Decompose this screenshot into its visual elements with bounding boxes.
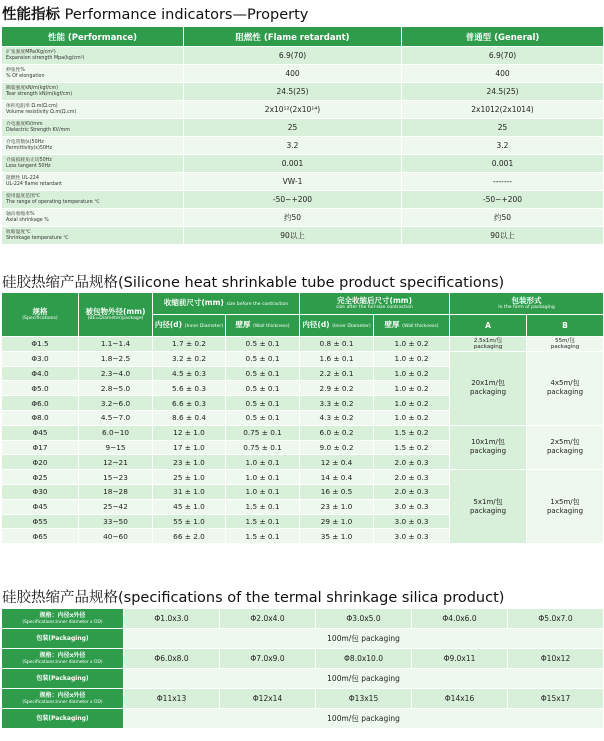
pack-a-unit: packaging — [473, 343, 503, 350]
property-name — [2, 83, 184, 101]
terminal-pack-row — [2, 629, 604, 649]
spec-cell: Φ8.0 — [2, 410, 79, 425]
header-od — [79, 293, 153, 337]
spec-cell: 6.0~10 — [79, 425, 153, 440]
header-pack — [450, 293, 604, 315]
flame-retardant-value: -50~+200 — [184, 191, 402, 209]
pack-a-cell — [450, 337, 527, 352]
property-cn: 介质损耗角正切50Hz — [6, 157, 52, 163]
pack-a-cell — [450, 351, 527, 425]
size-cell: Φ10x12 — [508, 649, 604, 669]
flame-retardant-value: 400 — [184, 65, 402, 83]
spec-cell: Φ25 — [2, 470, 79, 485]
property-name — [2, 155, 184, 173]
spec-cell: 14 ± 0.4 — [300, 470, 374, 485]
performance-header-row — [2, 27, 604, 47]
pack-b-unit: packaging — [550, 343, 580, 350]
spec-cell: 1.0 ± 0.2 — [374, 396, 450, 411]
spec-cell: 0.5 ± 0.1 — [226, 351, 300, 366]
spec-cell: Φ17 — [2, 440, 79, 455]
header-before-en: size before the contraction — [226, 302, 289, 307]
spec-cell: 45 ± 1.0 — [153, 499, 226, 514]
header-pack-cn: 包装形式 — [511, 296, 542, 305]
spec-cell: 0.5 ± 0.1 — [226, 366, 300, 381]
header-od-en: (BE=Diameter/package) — [87, 316, 144, 321]
spec-cell: 9.0 ± 0.2 — [300, 440, 374, 455]
terminal-title: 硅胶热缩产品规格(specifications of the termal shrinkage silica product) — [2, 590, 505, 606]
spec-cell: 1.0 ± 0.2 — [374, 366, 450, 381]
terminal-pack-row — [2, 709, 604, 729]
pack-a-cell — [450, 425, 527, 469]
flame-retardant-value: 24.5(25) — [184, 83, 402, 101]
header-spec — [2, 293, 79, 337]
size-cell: Φ14x16 — [412, 689, 508, 709]
pack-b-value: 1x5m/包 — [550, 497, 580, 506]
pack-a-value: 10x1m/包 — [471, 438, 505, 447]
property-name — [2, 227, 184, 245]
performance-row — [2, 155, 604, 173]
spec-cell: 0.5 ± 0.1 — [226, 396, 300, 411]
spec-cell: 0.5 ± 0.1 — [226, 410, 300, 425]
spec-cell: 12 ± 1.0 — [153, 425, 226, 440]
property-en: Axial shrinkage % — [6, 217, 49, 223]
property-en: UL-224 flame retardant — [6, 181, 63, 187]
spec-cell: 12 ± 0.4 — [300, 455, 374, 470]
spec-label — [2, 649, 124, 669]
terminal-table — [1, 608, 604, 729]
spec-label-en: (Specifications:inner diameter x OD) — [22, 659, 103, 665]
property-name — [2, 173, 184, 191]
performance-row — [2, 209, 604, 227]
performance-title — [2, 3, 308, 24]
pack-b-cell — [527, 470, 604, 544]
property-en: Volume resistivity Ω.m(Ω.cm) — [6, 109, 77, 115]
header-before-cn: 收缩前尺寸(mm) — [163, 298, 224, 307]
header-id-cn: 内径(d) — [154, 320, 183, 329]
spec-cell: 1.5 ± 0.1 — [226, 514, 300, 529]
header-id-en: (Inner Diameter) — [184, 324, 224, 329]
terminal-size-row — [2, 609, 604, 629]
performance-row — [2, 101, 604, 119]
general-value: 400 — [402, 65, 604, 83]
header-after-cn: 完全收缩后尺寸(mm) — [337, 296, 413, 305]
pack-b-unit: packaging — [546, 506, 584, 515]
spec-cell: 1.0 ± 0.2 — [374, 351, 450, 366]
size-cell: Φ4.0x6.0 — [412, 609, 508, 629]
spec-row — [2, 337, 604, 352]
performance-row — [2, 47, 604, 65]
pack-b-value: 4x5m/包 — [550, 379, 580, 388]
spec-cell: 40~60 — [79, 529, 153, 544]
size-cell: Φ5.0x7.0 — [508, 609, 604, 629]
property-en: Expansion strength Mpa(kg/cm²) — [6, 55, 85, 61]
spec-cell: 6.0 ± 0.2 — [300, 425, 374, 440]
spec-cell: 3.2~6.0 — [79, 396, 153, 411]
performance-row — [2, 173, 604, 191]
pack-a-unit: packaging — [469, 447, 507, 456]
performance-row — [2, 191, 604, 209]
spec-cell: 33~50 — [79, 514, 153, 529]
spec-label-cn: 规格：内径x外径 — [39, 691, 86, 699]
flame-retardant-value: 2x10¹²(2x10¹⁴) — [184, 101, 402, 119]
size-cell: Φ9.0x11 — [412, 649, 508, 669]
header-pack-a: A — [450, 315, 527, 337]
spec-cell: 3.0 ± 0.3 — [374, 529, 450, 544]
spec-cell: 0.8 ± 0.1 — [300, 337, 374, 352]
spec-cell: 1.7 ± 0.2 — [153, 337, 226, 352]
spec-cell: 3.3 ± 0.2 — [300, 396, 374, 411]
size-cell: Φ8.0x10.0 — [316, 649, 412, 669]
property-en: % Of elongation — [6, 73, 45, 79]
pack-a-unit: packaging — [469, 506, 507, 515]
spec-cell: 55 ± 1.0 — [153, 514, 226, 529]
spec-cell: Φ3.0 — [2, 351, 79, 366]
property-name — [2, 191, 184, 209]
spec-cell: 23 ± 1.0 — [153, 455, 226, 470]
property-name — [2, 101, 184, 119]
general-value: -50~+200 — [402, 191, 604, 209]
performance-title-en: Performance indicators—Property — [64, 7, 309, 23]
spec-cell: 2.2 ± 0.1 — [300, 366, 374, 381]
header-after — [300, 293, 450, 315]
performance-row — [2, 137, 604, 155]
spec-row — [2, 425, 604, 440]
header-performance: 性能 (Performance) — [2, 27, 184, 47]
spec-cell: 66 ± 2.0 — [153, 529, 226, 544]
pack-a-value: 20x1m/包 — [471, 379, 505, 388]
property-name — [2, 137, 184, 155]
general-value: 3.2 — [402, 137, 604, 155]
header-wall-cn: 壁厚 — [384, 320, 400, 329]
property-name — [2, 209, 184, 227]
header-inner-after — [300, 315, 374, 337]
spec-cell: 0.75 ± 0.1 — [226, 425, 300, 440]
property-en: Shrinkage temperature ℃ — [6, 235, 69, 241]
performance-table — [1, 26, 604, 245]
pack-b-value: 55m/包 — [555, 337, 575, 344]
size-cell: Φ13x15 — [316, 689, 412, 709]
header-pack-b: B — [527, 315, 604, 337]
property-cn: 伸张性% — [6, 67, 25, 73]
header-id-en: (Inner Diameter) — [332, 324, 371, 329]
spec-cell: 0.75 ± 0.1 — [226, 440, 300, 455]
header-id-cn: 内径(d) — [302, 320, 330, 329]
property-en: Permittivity(ε)50Hz — [6, 145, 53, 151]
spec-cell: 8.6 ± 0.4 — [153, 410, 226, 425]
spec-cell: 1.5 ± 0.2 — [374, 425, 450, 440]
spec-cell: 1.0 ± 0.1 — [226, 455, 300, 470]
pack-value: 100m/包 packaging — [124, 629, 604, 649]
spec-cell: Φ45 — [2, 425, 79, 440]
general-value: 2x1012(2x1014) — [402, 101, 604, 119]
spec-cell: Φ45 — [2, 499, 79, 514]
pack-a-value: 2.5x1m/包 — [473, 337, 503, 344]
header-before — [153, 293, 300, 315]
size-cell: Φ12x14 — [220, 689, 316, 709]
spec-cell: 3.0 ± 0.3 — [374, 514, 450, 529]
spec-cell: 5.6 ± 0.3 — [153, 381, 226, 396]
header-wall-cn: 壁厚 — [235, 320, 251, 329]
spec-cell: 4.3 ± 0.2 — [300, 410, 374, 425]
header-wall-en: (Wall thickness) — [253, 324, 290, 329]
spec-cell: 1.8~2.5 — [79, 351, 153, 366]
terminal-pack-row — [2, 669, 604, 689]
spec-cell: 6.6 ± 0.3 — [153, 396, 226, 411]
spec-cell: 2.0 ± 0.3 — [374, 470, 450, 485]
spec-cell: 31 ± 1.0 — [153, 484, 226, 499]
size-cell: Φ15x17 — [508, 689, 604, 709]
spec-cell: 0.5 ± 0.1 — [226, 337, 300, 352]
property-name — [2, 47, 184, 65]
spec-cell: 1.0 ± 0.1 — [226, 470, 300, 485]
property-cn: 介电强度KV/mm — [6, 121, 43, 127]
pack-b-value: 2x5m/包 — [550, 438, 580, 447]
spec-label-cn: 规格：内径x外径 — [39, 651, 86, 659]
property-en: The range of operating temperature ℃ — [6, 199, 100, 205]
spec-row — [2, 351, 604, 366]
spec-cell: 16 ± 0.5 — [300, 484, 374, 499]
header-od-cn: 被包物外径(mm) — [85, 307, 146, 316]
spec-label — [2, 689, 124, 709]
spec-cell: Φ5.0 — [2, 381, 79, 396]
spec-cell: 25~42 — [79, 499, 153, 514]
property-cn: 扩张强度MPa(Kg/cm²) — [6, 49, 56, 55]
spec-cell: 2.0 ± 0.3 — [374, 484, 450, 499]
general-value: 6.9(70) — [402, 47, 604, 65]
flame-retardant-value: 90以上 — [184, 227, 402, 245]
pack-a-value: 5x1m/包 — [473, 497, 503, 506]
spec-cell: 3.0 ± 0.3 — [374, 499, 450, 514]
spec-cell: 1.5 ± 0.1 — [226, 499, 300, 514]
spec-cell: 35 ± 1.0 — [300, 529, 374, 544]
property-cn: 撕裂强度kN/m(kgf/cm) — [6, 85, 59, 91]
spec-cell: Φ55 — [2, 514, 79, 529]
pack-value: 100m/包 packaging — [124, 669, 604, 689]
spec-table — [1, 292, 604, 544]
property-cn: 使用温度范围℃ — [6, 193, 41, 199]
size-cell: Φ2.0x4.0 — [220, 609, 316, 629]
property-en: Dielectric Strength KV/mm — [6, 127, 70, 133]
property-cn: 体积电阻率 Ω.m(Ω.cm) — [6, 103, 58, 109]
spec-cell: 25 ± 1.0 — [153, 470, 226, 485]
pack-a-cell — [450, 470, 527, 544]
spec-cell: 12~21 — [79, 455, 153, 470]
performance-row — [2, 119, 604, 137]
spec-cell: 23 ± 1.0 — [300, 499, 374, 514]
property-cn: 阻燃性 UL-224 — [6, 175, 39, 181]
spec-cell: 2.9 ± 0.2 — [300, 381, 374, 396]
spec-cell: 2.3~4.0 — [79, 366, 153, 381]
pack-a-unit: packaging — [469, 388, 507, 397]
spec-cell: 3.2 ± 0.2 — [153, 351, 226, 366]
general-value: 90以上 — [402, 227, 604, 245]
flame-retardant-value: 约50 — [184, 209, 402, 227]
spec-cell: 1.6 ± 0.1 — [300, 351, 374, 366]
property-en: Loss tangent 50Hz — [6, 163, 51, 169]
general-value: ------- — [402, 173, 604, 191]
header-pack-en: In the form of packaging — [498, 305, 555, 310]
spec-cell: 1.1~1.4 — [79, 337, 153, 352]
spec-cell: 1.0 ± 0.2 — [374, 337, 450, 352]
pack-label: 包装(Packaging) — [2, 629, 124, 649]
pack-label: 包装(Packaging) — [2, 669, 124, 689]
header-spec-cn: 规格 — [32, 307, 48, 316]
header-spec-en: (Specifications) — [22, 316, 58, 321]
flame-retardant-value: VW-1 — [184, 173, 402, 191]
property-en: Tear strength kN/m(kgf/cm) — [6, 91, 73, 97]
general-value: 0.001 — [402, 155, 604, 173]
spec-cell: 15~23 — [79, 470, 153, 485]
flame-retardant-value: 25 — [184, 119, 402, 137]
spec-cell: Φ4.0 — [2, 366, 79, 381]
pack-label: 包装(Packaging) — [2, 709, 124, 729]
size-cell: Φ3.0x5.0 — [316, 609, 412, 629]
header-after-en: size after the full-size contraction — [336, 305, 413, 310]
performance-row — [2, 83, 604, 101]
spec-cell: 1.5 ± 0.2 — [374, 440, 450, 455]
pack-b-cell — [527, 351, 604, 425]
size-cell: Φ1.0x3.0 — [124, 609, 220, 629]
size-cell: Φ11x13 — [124, 689, 220, 709]
spec-cell: Φ1.5 — [2, 337, 79, 352]
spec-title: 硅胶热缩产品规格(Silicone heat shrinkable tube product specifications) — [2, 275, 505, 291]
property-cn: 收缩温度℃ — [6, 229, 31, 235]
flame-retardant-value: 3.2 — [184, 137, 402, 155]
header-wall-after — [374, 315, 450, 337]
property-name — [2, 119, 184, 137]
flame-retardant-value: 6.9(70) — [184, 47, 402, 65]
spec-cell: 4.5 ± 0.3 — [153, 366, 226, 381]
spec-cell: 0.5 ± 0.1 — [226, 381, 300, 396]
pack-b-cell — [527, 425, 604, 469]
spec-cell: 1.0 ± 0.2 — [374, 381, 450, 396]
spec-cell: 4.5~7.0 — [79, 410, 153, 425]
pack-b-unit: packaging — [546, 447, 584, 456]
spec-cell: Φ6.0 — [2, 396, 79, 411]
header-general: 普通型 (General) — [402, 27, 604, 47]
size-cell: Φ6.0x8.0 — [124, 649, 220, 669]
property-cn: 轴向收缩率% — [6, 211, 35, 217]
header-wall-before — [226, 315, 300, 337]
pack-b-cell — [527, 337, 604, 352]
header-flame-retardant: 阻燃性 (Flame retardant) — [184, 27, 402, 47]
general-value: 24.5(25) — [402, 83, 604, 101]
flame-retardant-value: 0.001 — [184, 155, 402, 173]
terminal-size-row — [2, 649, 604, 669]
general-value: 约50 — [402, 209, 604, 227]
performance-row — [2, 65, 604, 83]
header-inner-before — [153, 315, 226, 337]
spec-cell: 29 ± 1.0 — [300, 514, 374, 529]
general-value: 25 — [402, 119, 604, 137]
performance-title-cn: 性能指标 — [2, 7, 60, 23]
spec-cell: Φ30 — [2, 484, 79, 499]
spec-cell: 18~28 — [79, 484, 153, 499]
spec-cell: Φ20 — [2, 455, 79, 470]
pack-value: 100m/包 packaging — [124, 709, 604, 729]
spec-cell: 2.8~5.0 — [79, 381, 153, 396]
spec-cell: Φ65 — [2, 529, 79, 544]
spec-row — [2, 470, 604, 485]
spec-cell: 9~15 — [79, 440, 153, 455]
spec-label — [2, 609, 124, 629]
spec-cell: 1.0 ± 0.1 — [226, 484, 300, 499]
property-name — [2, 65, 184, 83]
size-cell: Φ7.0x9.0 — [220, 649, 316, 669]
pack-b-unit: packaging — [546, 388, 584, 397]
spec-label-cn: 规格：内径x外径 — [39, 611, 86, 619]
spec-cell: 1.0 ± 0.2 — [374, 410, 450, 425]
terminal-size-row — [2, 689, 604, 709]
spec-cell: 17 ± 1.0 — [153, 440, 226, 455]
performance-row — [2, 227, 604, 245]
spec-label-en: (Specifications:inner diameter x OD) — [22, 619, 103, 625]
property-cn: 介电常数(ε)50Hz — [6, 139, 44, 145]
header-wall-en: (Wall thickness) — [402, 324, 439, 329]
spec-label-en: (Specifications:inner diameter x OD) — [22, 699, 103, 705]
spec-cell: 1.5 ± 0.1 — [226, 529, 300, 544]
spec-cell: 2.0 ± 0.3 — [374, 455, 450, 470]
